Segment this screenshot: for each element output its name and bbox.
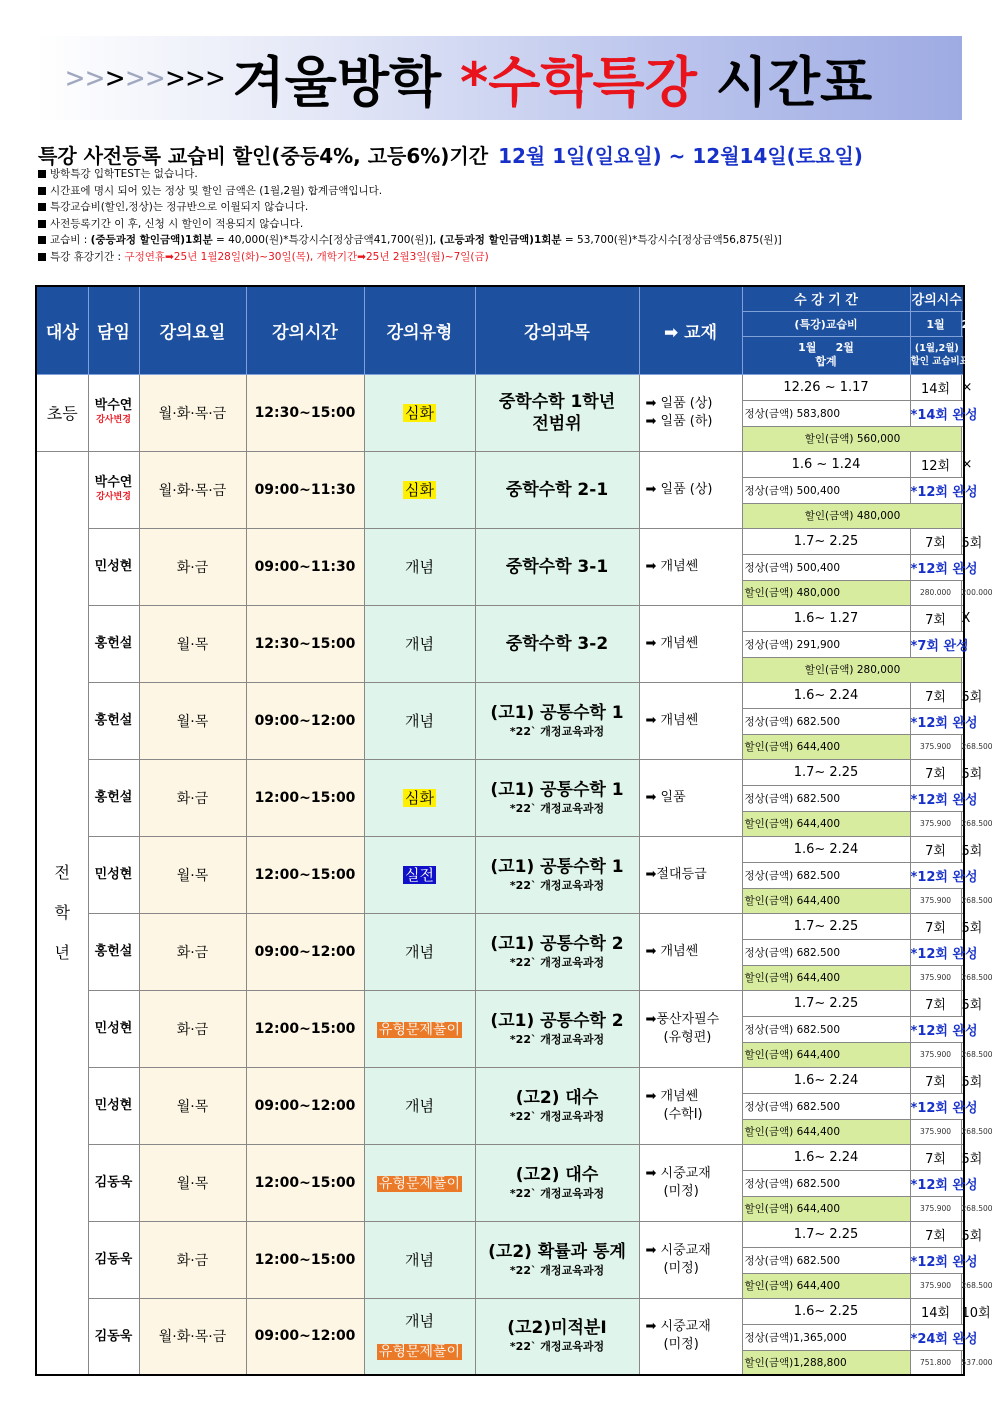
sessions-feb: 5회 <box>961 682 964 708</box>
type-cell: 개념 <box>364 682 475 759</box>
note-item: 특강교습비(할인,정상)는 정규반으로 이월되지 않습니다. <box>38 199 782 216</box>
discount-jan: 375.900 <box>910 965 961 990</box>
period-cell: 1.7~ 2.25 <box>742 1221 910 1247</box>
days-cell: 월·목 <box>139 836 246 913</box>
period-cell: 1.7~ 2.25 <box>742 759 910 785</box>
time-cell: 09:00~12:00 <box>246 682 364 759</box>
type-cell: 심화 <box>364 451 475 528</box>
time-cell: 09:00~12:00 <box>246 913 364 990</box>
sessions-feb: × <box>961 374 964 400</box>
days-cell: 월·화·목·금 <box>139 374 246 451</box>
days-cell: 월·목 <box>139 1144 246 1221</box>
discount-feb: 268.500 <box>961 1273 964 1298</box>
course-cell: (고2) 확률과 통계 *22` 개정교육과정 <box>475 1221 639 1298</box>
normal-price: 정상(금액) 291,900 <box>742 631 910 657</box>
type-cell: 개념 <box>364 528 475 605</box>
period-cell: 1.7~ 2.25 <box>742 913 910 939</box>
notes-list <box>38 166 782 266</box>
table-row <box>36 374 964 400</box>
page-title: 겨울방학 *수학특강 시간표 <box>232 50 873 114</box>
empty-cell <box>961 503 964 528</box>
teacher-cell: 홍헌설 <box>88 682 139 759</box>
header-teacher: 담임 <box>88 286 139 374</box>
completion-cell: *12회 완성 <box>910 939 964 965</box>
completion-cell: *24회 완성 <box>910 1324 964 1350</box>
banner-arrows: >>>>>>>> <box>66 60 227 96</box>
teacher-cell: 박수연 강사변경 <box>88 451 139 528</box>
discount-jan: 375.900 <box>910 1119 961 1144</box>
discount-feb: 268.500 <box>961 1042 964 1067</box>
completion-cell: *7회 완성 <box>910 631 964 657</box>
discount-price: 할인(금액) 644,400 <box>742 965 910 990</box>
sessions-feb: × <box>961 451 964 477</box>
table-row <box>36 1144 964 1170</box>
sessions-jan: 7회 <box>910 1144 961 1170</box>
discount-price: 할인(금액) 480,000 <box>742 503 961 528</box>
book-cell: ➡ 개념쎈 <box>639 682 742 759</box>
normal-price: 정상(금액) 500,400 <box>742 477 910 503</box>
type-cell: 개념 <box>364 913 475 990</box>
days-cell: 월·화·목·금 <box>139 451 246 528</box>
days-cell: 화·금 <box>139 913 246 990</box>
holiday-note: 특강 휴강기간 : 구정연휴➡25년 1월28일(화)~30일(목), 개학기간➡25년 2월3일(월)~7일(금) <box>38 249 782 266</box>
table-row <box>36 605 964 631</box>
header-target: 대상 <box>36 286 88 374</box>
sessions-jan: 7회 <box>910 836 961 862</box>
period-cell: 1.7~ 2.25 <box>742 990 910 1016</box>
discount-price: 할인(금액) 644,400 <box>742 734 910 759</box>
normal-price: 정상(금액) 500,400 <box>742 554 910 580</box>
time-cell: 12:30~15:00 <box>246 605 364 682</box>
group-elementary: 초등 <box>36 374 88 451</box>
empty-cell <box>961 426 964 451</box>
teacher-cell: 민성현 <box>88 990 139 1067</box>
discount-price: 할인(금액) 644,400 <box>742 888 910 913</box>
days-cell: 화·금 <box>139 528 246 605</box>
type-cell: 심화 <box>364 374 475 451</box>
discount-feb: 268.500 <box>961 888 964 913</box>
period-cell: 1.6~ 2.24 <box>742 1067 910 1093</box>
sessions-feb: 5회 <box>961 528 964 554</box>
group-all-grades: 전 학 년 <box>36 451 88 1375</box>
discount-price: 할인(금액) 644,400 <box>742 1196 910 1221</box>
discount-jan: 375.900 <box>910 811 961 836</box>
header-session-jan: 1월 <box>910 311 961 336</box>
sessions-feb: X <box>961 605 964 631</box>
teacher-cell: 김동욱 <box>88 1298 139 1375</box>
header-time: 강의시간 <box>246 286 364 374</box>
discount-feb: 200.000 <box>961 580 964 605</box>
discount-price: 할인(금액) 560,000 <box>742 426 961 451</box>
sessions-feb: 5회 <box>961 1144 964 1170</box>
days-cell: 화·금 <box>139 1221 246 1298</box>
course-cell: 중학수학 1학년 전범위 <box>475 374 639 451</box>
course-cell: (고1) 공통수학 2 *22` 개정교육과정 <box>475 990 639 1067</box>
days-cell: 월·화·목·금 <box>139 1298 246 1375</box>
time-cell: 12:00~15:00 <box>246 759 364 836</box>
discount-jan: 375.900 <box>910 734 961 759</box>
sessions-feb: 5회 <box>961 1221 964 1247</box>
course-cell: (고1) 공통수학 1 *22` 개정교육과정 <box>475 759 639 836</box>
time-cell: 09:00~12:00 <box>246 1067 364 1144</box>
book-cell: ➡ 개념쎈 <box>639 605 742 682</box>
header-session-feb: 2월 <box>961 311 964 336</box>
discount-feb: 268.500 <box>961 965 964 990</box>
normal-price: 정상(금액) 682.500 <box>742 1170 910 1196</box>
period-cell: 1.6~ 2.24 <box>742 836 910 862</box>
time-cell: 12:00~15:00 <box>246 1144 364 1221</box>
sessions-feb: 5회 <box>961 836 964 862</box>
note-item: 시간표에 명시 되어 있는 정상 및 할인 금액은 (1월,2월) 합계금액입니다. <box>38 183 782 200</box>
time-cell: 12:00~15:00 <box>246 990 364 1067</box>
teacher-cell: 민성현 <box>88 1067 139 1144</box>
header-course: 강의과목 <box>475 286 639 374</box>
time-cell: 12:00~15:00 <box>246 836 364 913</box>
table-row <box>36 759 964 785</box>
type-cell: 유형문제풀이 <box>364 990 475 1067</box>
days-cell: 화·금 <box>139 990 246 1067</box>
normal-price: 정상(금액) 682.500 <box>742 939 910 965</box>
header-fee-months: 1월 2월 합계 <box>742 336 910 374</box>
discount-jan: 280.000 <box>910 580 961 605</box>
normal-price: 정상(금액) 682.500 <box>742 785 910 811</box>
period-cell: 1.6~ 1.27 <box>742 605 910 631</box>
table-row <box>36 990 964 1016</box>
sessions-jan: 7회 <box>910 990 961 1016</box>
discount-jan: 751.800 <box>910 1350 961 1375</box>
period-cell: 12.26 ~ 1.17 <box>742 374 910 400</box>
days-cell: 월·목 <box>139 1067 246 1144</box>
discount-price: 할인(금액) 644,400 <box>742 1273 910 1298</box>
sessions-jan: 7회 <box>910 1221 961 1247</box>
teacher-cell: 홍헌설 <box>88 605 139 682</box>
header-days: 강의요일 <box>139 286 246 374</box>
time-cell: 09:00~11:30 <box>246 528 364 605</box>
sessions-jan: 7회 <box>910 759 961 785</box>
course-cell: (고2) 대수 *22` 개정교육과정 <box>475 1067 639 1144</box>
completion-cell: *12회 완성 <box>910 1093 964 1119</box>
teacher-cell: 민성현 <box>88 528 139 605</box>
course-cell: (고2)미적분Ⅰ *22` 개정교육과정 <box>475 1298 639 1375</box>
book-cell: ➡ 개념쎈 (수학Ⅰ) <box>639 1067 742 1144</box>
teacher-cell: 홍헌설 <box>88 913 139 990</box>
header-fee: (특강)교습비 <box>742 311 910 336</box>
course-cell: 중학수학 3-1 <box>475 528 639 605</box>
completion-cell: *12회 완성 <box>910 862 964 888</box>
teacher-cell: 김동욱 <box>88 1144 139 1221</box>
course-cell: 중학수학 3-2 <box>475 605 639 682</box>
completion-cell: *12회 완성 <box>910 708 964 734</box>
discount-jan: 375.900 <box>910 1273 961 1298</box>
empty-cell <box>961 657 964 682</box>
type-cell: 개념 <box>364 1067 475 1144</box>
normal-price: 정상(금액) 682.500 <box>742 862 910 888</box>
discount-price: 할인(금액) 644,400 <box>742 1042 910 1067</box>
header-period: 수 강 기 간 <box>742 286 910 311</box>
table-row <box>36 528 964 554</box>
header-session-note: (1월,2월) 할인 교습비표기 <box>910 336 964 374</box>
book-cell: ➡ 일품 <box>639 759 742 836</box>
note-item: 방학특강 입학TEST는 없습니다. <box>38 166 782 183</box>
book-cell: ➡절대등급 <box>639 836 742 913</box>
teacher-cell: 민성현 <box>88 836 139 913</box>
time-cell: 12:30~15:00 <box>246 374 364 451</box>
sessions-feb: 5회 <box>961 1067 964 1093</box>
discount-price: 할인(금액) 480,000 <box>742 580 910 605</box>
table-row <box>36 1298 964 1324</box>
book-cell: ➡ 일품 (상) <box>639 451 742 528</box>
type-cell: 개념 유형문제풀이 <box>364 1298 475 1375</box>
completion-cell: *12회 완성 <box>910 1016 964 1042</box>
period-cell: 1.6~ 2.24 <box>742 682 910 708</box>
book-cell: ➡ 시중교재 (미정) <box>639 1144 742 1221</box>
period-cell: 1.6~ 2.25 <box>742 1298 910 1324</box>
normal-price: 정상(금액) 583,800 <box>742 400 910 426</box>
book-cell: ➡ 개념쎈 <box>639 913 742 990</box>
course-cell: (고2) 대수 *22` 개정교육과정 <box>475 1144 639 1221</box>
discount-period-heading: 특강 사전등록 교습비 할인(중등4%, 고등6%)기간 12월 1일(일요일) ~ 12월14일(토요일) <box>38 144 863 168</box>
discount-feb: 537.000 <box>961 1350 964 1375</box>
teacher-cell: 홍헌설 <box>88 759 139 836</box>
type-cell: 개념 <box>364 1221 475 1298</box>
discount-jan: 375.900 <box>910 1042 961 1067</box>
header-sessions: 강의시수 <box>910 286 964 311</box>
header-type: 강의유형 <box>364 286 475 374</box>
sessions-jan: 7회 <box>910 1067 961 1093</box>
days-cell: 월·목 <box>139 605 246 682</box>
days-cell: 화·금 <box>139 759 246 836</box>
table-row <box>36 682 964 708</box>
sessions-feb: 10회 <box>961 1298 964 1324</box>
discount-jan: 375.900 <box>910 888 961 913</box>
type-cell: 유형문제풀이 <box>364 1144 475 1221</box>
fee-note: 교습비 : (중등과정 할인금액)1회분 = 40,000(원)*특강시수[정상금액41,700(원)], (고등과정 할인금액)1회분 = 53,700(원)*특강시수[정상금액56,875(원)] <box>38 232 782 249</box>
table-row <box>36 836 964 862</box>
normal-price: 정상(금액)1,365,000 <box>742 1324 910 1350</box>
time-cell: 09:00~11:30 <box>246 451 364 528</box>
sessions-jan: 7회 <box>910 682 961 708</box>
course-cell: (고1) 공통수학 2 *22` 개정교육과정 <box>475 913 639 990</box>
sessions-feb: 5회 <box>961 990 964 1016</box>
course-cell: (고1) 공통수학 1 *22` 개정교육과정 <box>475 836 639 913</box>
sessions-feb: 5회 <box>961 759 964 785</box>
sessions-jan: 12회 <box>910 451 961 477</box>
discount-price: 할인(금액) 644,400 <box>742 1119 910 1144</box>
sessions-feb: 5회 <box>961 913 964 939</box>
sessions-jan: 14회 <box>910 374 961 400</box>
discount-price: 할인(금액)1,288,800 <box>742 1350 910 1375</box>
book-cell: ➡ 개념쎈 <box>639 528 742 605</box>
discount-jan: 375.900 <box>910 1196 961 1221</box>
note-item: 사전등록기간 이 후, 신청 시 할인이 적용되지 않습니다. <box>38 216 782 233</box>
normal-price: 정상(금액) 682.500 <box>742 1016 910 1042</box>
completion-cell: *12회 완성 <box>910 1170 964 1196</box>
period-cell: 1.6~ 2.24 <box>742 1144 910 1170</box>
discount-period-dates: 12월 1일(일요일) ~ 12월14일(토요일) <box>498 144 863 168</box>
time-cell: 09:00~12:00 <box>246 1298 364 1375</box>
sessions-jan: 7회 <box>910 913 961 939</box>
teacher-cell: 김동욱 <box>88 1221 139 1298</box>
discount-feb: 268.500 <box>961 811 964 836</box>
sessions-jan: 14회 <box>910 1298 961 1324</box>
discount-feb: 268.500 <box>961 1119 964 1144</box>
book-cell: ➡ 시중교재 (미정) <box>639 1298 742 1375</box>
course-cell: (고1) 공통수학 1 *22` 개정교육과정 <box>475 682 639 759</box>
days-cell: 월·목 <box>139 682 246 759</box>
period-cell: 1.7~ 2.25 <box>742 528 910 554</box>
course-cell: 중학수학 2-1 <box>475 451 639 528</box>
discount-price: 할인(금액) 280,000 <box>742 657 961 682</box>
normal-price: 정상(금액) 682.500 <box>742 708 910 734</box>
completion-cell: *14회 완성 <box>910 400 964 426</box>
sessions-jan: 7회 <box>910 605 961 631</box>
table-row <box>36 913 964 939</box>
discount-price: 할인(금액) 644,400 <box>742 811 910 836</box>
normal-price: 정상(금액) 682.500 <box>742 1093 910 1119</box>
table-row <box>36 1067 964 1093</box>
completion-cell: *12회 완성 <box>910 1247 964 1273</box>
type-cell: 개념 <box>364 605 475 682</box>
sessions-jan: 7회 <box>910 528 961 554</box>
completion-cell: *12회 완성 <box>910 477 964 503</box>
table-row <box>36 1221 964 1247</box>
period-cell: 1.6 ~ 1.24 <box>742 451 910 477</box>
completion-cell: *12회 완성 <box>910 785 964 811</box>
discount-feb: 268.500 <box>961 734 964 759</box>
teacher-cell: 박수연 강사변경 <box>88 374 139 451</box>
schedule-table <box>35 285 993 1376</box>
table-row <box>36 451 964 477</box>
type-cell: 심화 <box>364 759 475 836</box>
time-cell: 12:00~15:00 <box>246 1221 364 1298</box>
header-book: ➡ 교재 <box>639 286 742 374</box>
discount-feb: 268.500 <box>961 1196 964 1221</box>
book-cell: ➡ 일품 (상) ➡ 일품 (하) <box>639 374 742 451</box>
book-cell: ➡ 시중교재 (미정) <box>639 1221 742 1298</box>
completion-cell: *12회 완성 <box>910 554 964 580</box>
type-cell: 실전 <box>364 836 475 913</box>
normal-price: 정상(금액) 682.500 <box>742 1247 910 1273</box>
title-banner <box>36 36 962 120</box>
book-cell: ➡풍산자필수 (유형편) <box>639 990 742 1067</box>
